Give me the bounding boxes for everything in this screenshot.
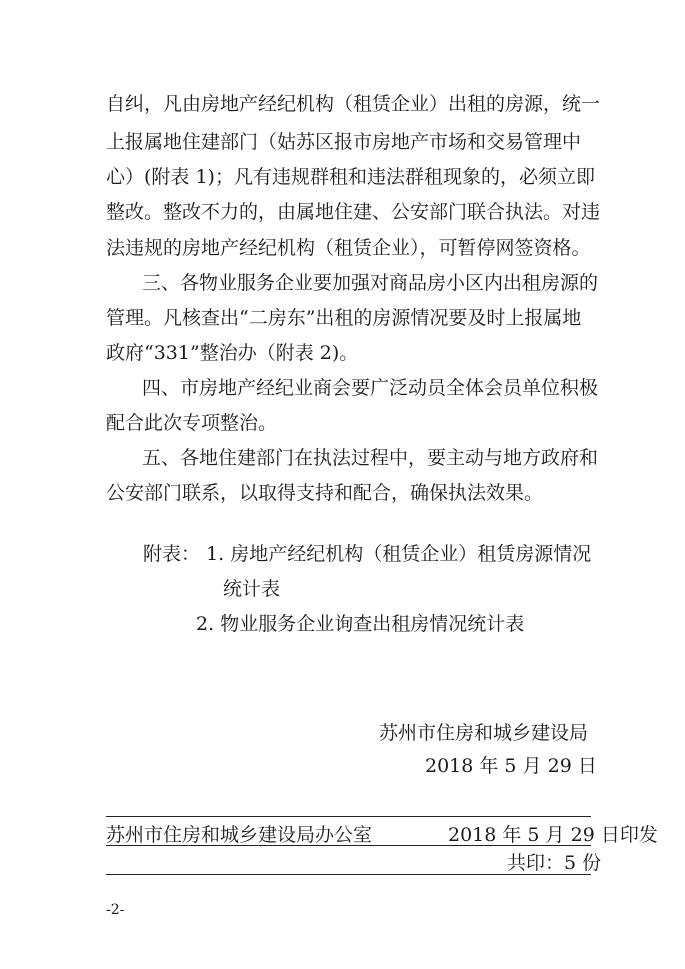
attachment-2-number: 2.	[196, 613, 215, 635]
footer-issuer: 苏州市住房和城乡建设局办公室	[106, 824, 373, 846]
paragraph-4-line-2: 配合此次专项整治。	[106, 412, 278, 434]
signature-org: 苏州市住房和城乡建设局	[379, 722, 589, 744]
attachment-2-title: 物业服务企业询查出租房情况统计表	[220, 613, 525, 635]
signature-date: 2018 年 5 月 29 日	[425, 755, 597, 777]
page-number: -2-	[106, 902, 125, 918]
footer-bottom-rule	[106, 874, 591, 875]
body-line-4: 整改。整改不力的，由属地住建、公安部门联合执法。对违	[106, 201, 601, 223]
paragraph-3-line-2: 管理。凡核查出“二房东”出租的房源情况要及时上报属地	[106, 307, 582, 329]
attachments-label: 附表：	[143, 543, 201, 565]
attachment-1-title-continued: 统计表	[223, 578, 281, 600]
attachments-item-1	[143, 542, 591, 566]
paragraph-5-line-1: 五、各地住建部门在执法过程中，要主动与地方政府和	[142, 447, 599, 469]
body-line-3: 心）(附表 1)；凡有违规群租和违法群租现象的，必须立即	[106, 166, 595, 188]
paragraph-5-line-2: 公安部门联系，以取得支持和配合，确保执法效果。	[106, 482, 544, 504]
paragraph-3-line-3: 政府“331”整治办（附表 2)。	[106, 342, 359, 364]
attachment-1-number: 1.	[206, 543, 225, 565]
footer-middle-rule	[106, 845, 591, 846]
paragraph-4-line-1: 四、市房地产经纪业商会要广泛动员全体会员单位积极	[142, 377, 599, 399]
attachments-item-2	[196, 612, 524, 636]
footer-print-date: 2018 年 5 月 29 日印发	[448, 824, 658, 846]
footer-top-rule	[106, 816, 591, 817]
paragraph-3-line-1: 三、各物业服务企业要加强对商品房小区内出租房源的	[142, 272, 599, 294]
attachment-1-title: 房地产经纪机构（租赁企业）租赁房源情况	[230, 543, 592, 565]
footer-copies: 共印：5 份	[507, 852, 602, 874]
body-line-1: 自纠，凡由房地产经纪机构（租赁企业）出租的房源，统一	[106, 93, 601, 115]
body-line-2: 上报属地住建部门（姑苏区报市房地产市场和交易管理中	[106, 131, 582, 153]
body-line-5: 法违规的房地产经纪机构（租赁企业），可暂停网签资格。	[106, 237, 591, 259]
